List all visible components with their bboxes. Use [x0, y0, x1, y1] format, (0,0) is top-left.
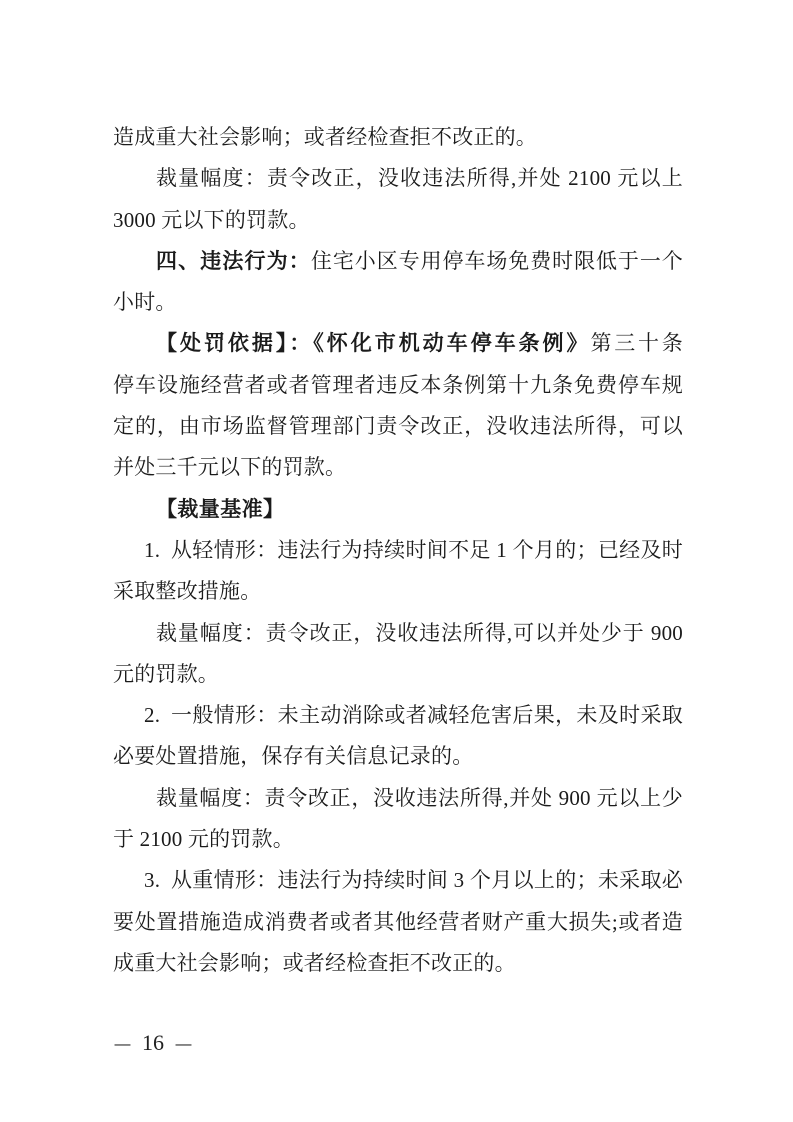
document-body: [113, 117, 726, 984]
body-text: 裁量幅度：责令改正，没收违法所得,并处 900 元以上少于 2100 元的罚款。: [113, 785, 683, 852]
paragraph: [113, 778, 683, 861]
body-text: 裁量幅度：责令改正，没收违法所得,可以并处少于 900 元的罚款。: [113, 620, 683, 686]
body-text: 第三十条 停车设施经营者或者管理者违反本条例第十九条免费停车规定的，由市场监督管理部门责令改正，没收违法所得，可以并处三千元以下的罚款。: [113, 331, 726, 480]
page-number: 16: [142, 1030, 164, 1055]
body-text: 1. 从轻情形：违法行为持续时间不足 1 个月的；已经及时采取整改措施。: [113, 537, 683, 604]
bold-text: 【裁量基准】: [156, 496, 285, 521]
bold-text: 【处罚依据】：《怀化市机动车停车条例》: [156, 331, 591, 356]
paragraph: [113, 117, 683, 158]
paragraph: [113, 860, 683, 984]
body-text: 住宅小区专用停车场免费时限低于一个小时。: [113, 248, 683, 315]
body-text: 2. 一般情形：未主动消除或者减轻危害后果，未及时采取必要处置措施，保存有关信息记录的。: [113, 703, 683, 769]
body-text: 3. 从重情形：违法行为持续时间 3 个月以上的；未采取必要处置措施造成消费者或者其他经营者财产重大损失;或者造成重大社会影响；或者经检查拒不改正的。: [113, 868, 683, 975]
footer-dash-left: —: [114, 1030, 131, 1055]
body-text: 裁量幅度：责令改正，没收违法所得,并处 2100 元以上 3000 元以下的罚款。: [113, 166, 683, 232]
section-heading: [113, 489, 683, 530]
paragraph: [113, 241, 683, 324]
paragraph: [113, 530, 683, 613]
paragraph: [113, 323, 726, 488]
paragraph: [113, 613, 683, 696]
paragraph: [113, 158, 683, 241]
bold-text: 四、违法行为：: [156, 248, 311, 273]
paragraph: [113, 695, 683, 778]
body-text: 造成重大社会影响；或者经检查拒不改正的。: [113, 125, 537, 149]
page-footer: [112, 1026, 194, 1060]
footer-dash-right: —: [175, 1030, 192, 1055]
